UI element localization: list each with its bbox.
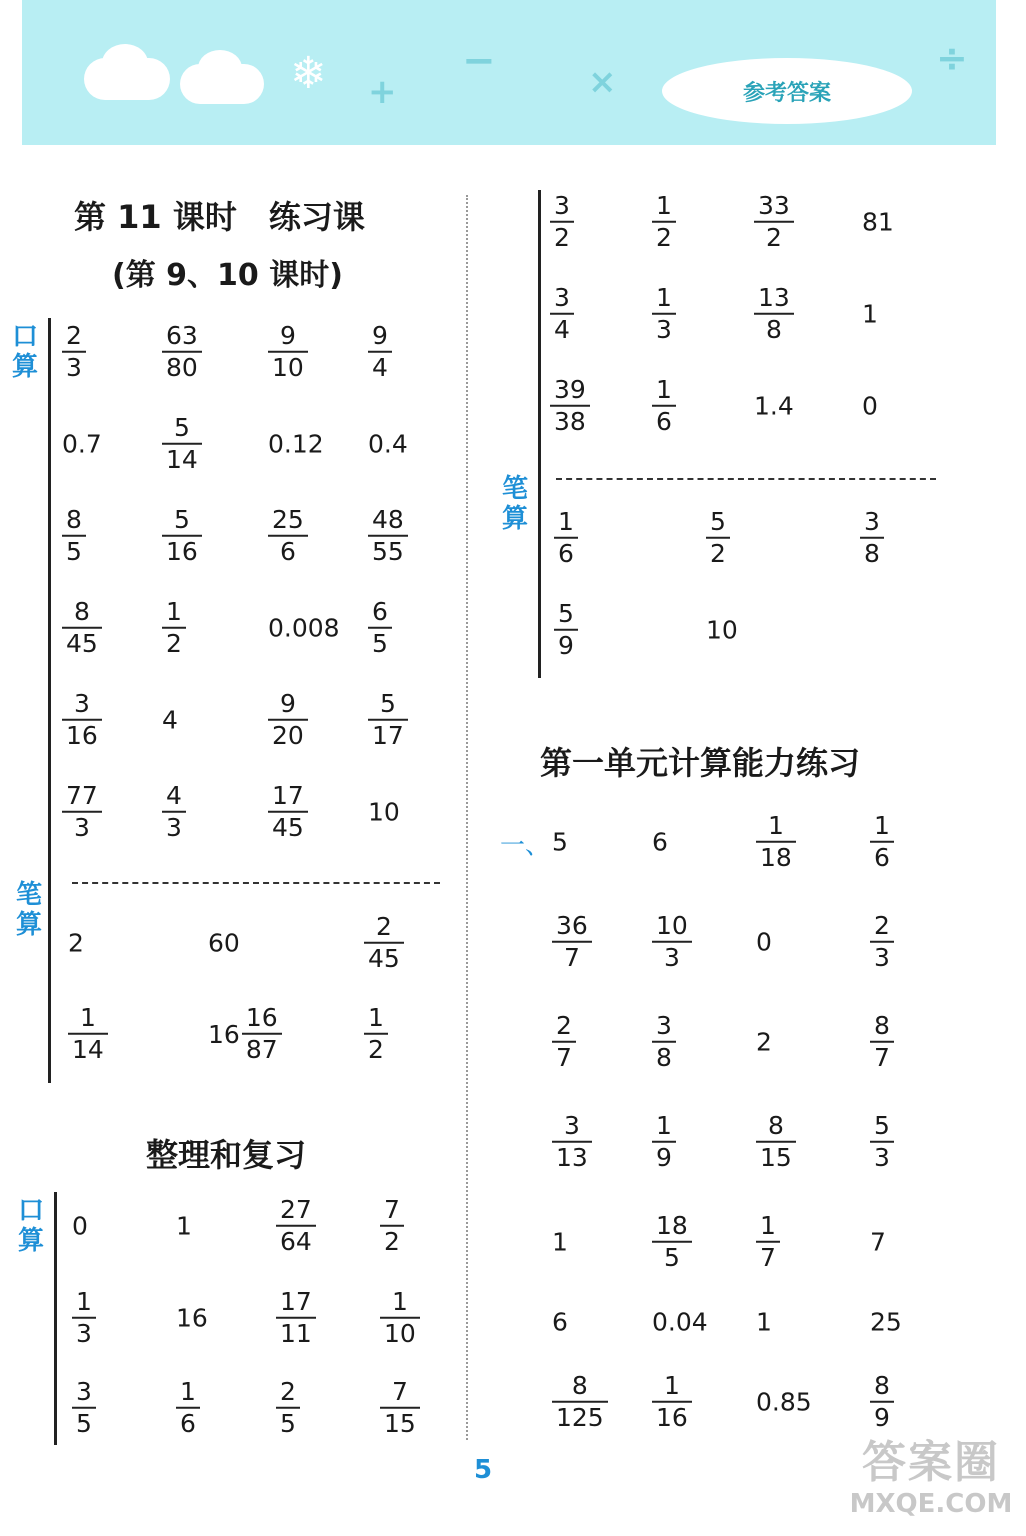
oral-answer: $\frac{3}{5}$ <box>72 1377 96 1440</box>
exercise-answer: $\frac{1}{6}$ <box>870 811 894 874</box>
written-answer: $\frac{2}{45}$ <box>364 912 404 975</box>
exercise-answer: $\frac{1}{18}$ <box>756 811 796 874</box>
exercise-answer: 6 <box>552 1307 568 1337</box>
page-number: 5 <box>473 1455 493 1485</box>
exercise-answer: 5 <box>552 827 568 857</box>
oral-answer: $\frac{2}{3}$ <box>62 321 86 384</box>
minus-icon: − <box>462 38 496 84</box>
cloud-icon <box>102 44 148 82</box>
written-answer: $\frac{5}{2}$ <box>706 507 730 570</box>
written-answer: $\frac{3}{8}$ <box>860 507 884 570</box>
oral-answer: $\frac{1}{6}$ <box>176 1377 200 1440</box>
exercise-answer: $\frac{18}{5}$ <box>652 1211 692 1274</box>
exercise-answer: $\frac{1}{16}$ <box>652 1371 692 1434</box>
oral-answer: $\frac{9}{10}$ <box>268 321 308 384</box>
oral-answer: $\frac{4}{3}$ <box>162 781 186 844</box>
written-answer: $\frac{1}{6}$ <box>554 507 578 570</box>
oral-answer: 10 <box>368 797 400 827</box>
exercise-answer: $\frac{8}{9}$ <box>870 1371 894 1434</box>
oral-answer: $\frac{8}{45}$ <box>62 597 102 660</box>
oral-answer: $\frac{48}{55}$ <box>368 505 408 568</box>
oral-answer: 1 <box>176 1211 192 1241</box>
oral-answer: $\frac{77}{3}$ <box>62 781 102 844</box>
section1-title: 第 11 课时 练习课 <box>74 198 365 236</box>
exercise-answer: 0.04 <box>652 1307 708 1337</box>
watermark: 答案圈 MXQE.COM <box>849 1437 1013 1519</box>
oral-answer: $\frac{39}{38}$ <box>550 375 590 438</box>
oral-answer: $\frac{3}{16}$ <box>62 689 102 752</box>
written-answer: 2 <box>68 928 84 958</box>
exercise-answer: 0 <box>756 927 772 957</box>
oral-answer: $\frac{1}{2}$ <box>162 597 186 660</box>
written-answer: 10 <box>706 615 738 645</box>
rain-cloud-icon <box>198 50 242 86</box>
exercise-answer: $\frac{10}{3}$ <box>652 911 692 974</box>
oral-calc-label: 口算 <box>17 1196 44 1256</box>
oral-answer: $\frac{25}{6}$ <box>268 505 308 568</box>
exercise-answer: 2 <box>756 1027 772 1057</box>
oral-answer: 1 <box>862 299 878 329</box>
oral-answer: $\frac{6}{5}$ <box>368 597 392 660</box>
plus-icon: + <box>368 72 397 112</box>
written-calc-label: 笔算 <box>501 474 528 534</box>
answer-label: 参考答案 <box>662 58 912 124</box>
column-divider <box>466 195 468 1440</box>
exercise-answer: $\frac{3}{13}$ <box>552 1111 592 1174</box>
divide-icon: ÷ <box>936 36 968 80</box>
oral-answer: $\frac{17}{11}$ <box>276 1287 316 1350</box>
oral-answer: $\frac{1}{2}$ <box>652 191 676 254</box>
written-answer: $\frac{1}{2}$ <box>364 1003 388 1066</box>
oral-answer: 0 <box>862 391 878 421</box>
oral-answer: $\frac{9}{4}$ <box>368 321 392 384</box>
exercise-answer: 25 <box>870 1307 902 1337</box>
written-answer: $\frac{1}{14}$ <box>68 1003 108 1066</box>
exercise-answer: $\frac{36}{7}$ <box>552 911 592 974</box>
oral-answer: 0 <box>72 1211 88 1241</box>
oral-answer: $\frac{1}{6}$ <box>652 375 676 438</box>
oral-answer: $\frac{5}{17}$ <box>368 689 408 752</box>
problem-marker: 一、 <box>500 830 551 860</box>
section3-rule <box>538 190 541 678</box>
oral-answer: $\frac{1}{10}$ <box>380 1287 420 1350</box>
oral-answer: $\frac{7}{2}$ <box>380 1195 404 1258</box>
exercise-answer: $\frac{8}{15}$ <box>756 1111 796 1174</box>
oral-answer: $\frac{9}{20}$ <box>268 689 308 752</box>
section1-subtitle: (第 9、10 课时) <box>112 258 343 293</box>
oral-answer: 81 <box>862 207 894 237</box>
oral-answer: $\frac{33}{2}$ <box>754 191 794 254</box>
exercise-answer: 0.85 <box>756 1387 812 1417</box>
oral-answer: $\frac{5}{16}$ <box>162 505 202 568</box>
oral-answer: $\frac{13}{8}$ <box>754 283 794 346</box>
oral-answer: 1.4 <box>754 391 794 421</box>
oral-answer: $\frac{63}{80}$ <box>162 321 202 384</box>
oral-answer: $\frac{1}{3}$ <box>652 283 676 346</box>
exercise-answer: $\frac{8}{7}$ <box>870 1011 894 1074</box>
exercise-answer: $\frac{5}{3}$ <box>870 1111 894 1174</box>
written-answer: 60 <box>208 928 240 958</box>
section1-rule <box>48 318 51 1083</box>
exercise-answer: $\frac{1}{9}$ <box>652 1111 676 1174</box>
oral-answer: 0.7 <box>62 429 102 459</box>
exercise-answer: $\frac{1}{7}$ <box>756 1211 780 1274</box>
oral-answer: 0.008 <box>268 613 340 643</box>
exercise-answer: $\frac{3}{8}$ <box>652 1011 676 1074</box>
section3-separator <box>556 478 936 480</box>
oral-answer: $\frac{3}{2}$ <box>550 191 574 254</box>
exercise-answer: $\frac{8}{125}$ <box>552 1371 608 1434</box>
exercise-answer: 1 <box>552 1227 568 1257</box>
oral-answer: $\frac{1}{3}$ <box>72 1287 96 1350</box>
oral-answer: $\frac{5}{14}$ <box>162 413 202 476</box>
section4-title: 第一单元计算能力练习 <box>540 744 861 782</box>
exercise-answer: $\frac{2}{7}$ <box>552 1011 576 1074</box>
exercise-answer: 7 <box>870 1227 886 1257</box>
header-banner <box>22 0 996 145</box>
section2-title: 整理和复习 <box>146 1136 307 1174</box>
oral-answer: $\frac{2}{5}$ <box>276 1377 300 1440</box>
written-answer: 16 $\frac{16}{87}$ <box>208 1003 282 1066</box>
oral-answer: $\frac{8}{5}$ <box>62 505 86 568</box>
exercise-answer: 1 <box>756 1307 772 1337</box>
oral-answer: $\frac{3}{4}$ <box>550 283 574 346</box>
oral-answer: 16 <box>176 1303 208 1333</box>
times-icon: × <box>588 62 617 102</box>
oral-calc-label: 口算 <box>11 322 38 382</box>
section1-separator <box>72 882 440 884</box>
oral-answer: $\frac{17}{45}$ <box>268 781 308 844</box>
oral-answer: $\frac{27}{64}$ <box>276 1195 316 1258</box>
oral-answer: $\frac{7}{15}$ <box>380 1377 420 1440</box>
oral-answer: 4 <box>162 705 178 735</box>
snowflake-icon: ❄ <box>290 48 327 99</box>
written-answer: $\frac{5}{9}$ <box>554 599 578 662</box>
oral-answer: 0.12 <box>268 429 324 459</box>
written-calc-label: 笔算 <box>15 880 42 940</box>
exercise-answer: $\frac{2}{3}$ <box>870 911 894 974</box>
section2-rule <box>54 1192 57 1445</box>
oral-answer: 0.4 <box>368 429 408 459</box>
exercise-answer: 6 <box>652 827 668 857</box>
